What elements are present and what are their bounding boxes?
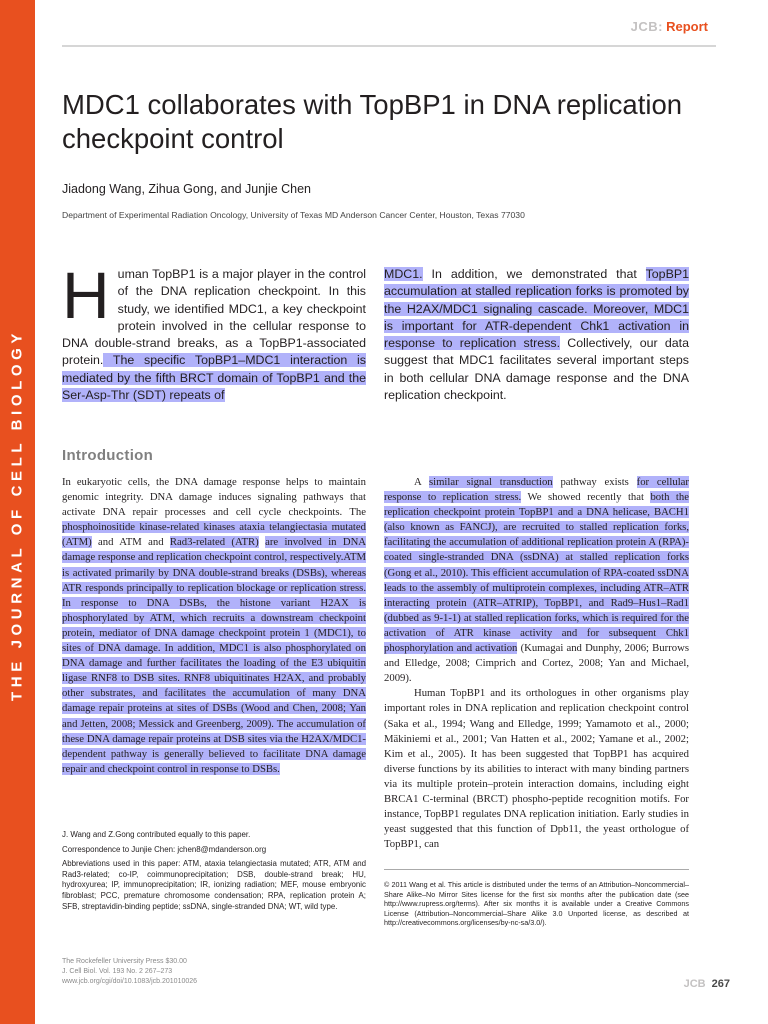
- text-highlight[interactable]: both the replication checkpoint protein TopBP1 and a DNA helicase, BACH1 (also known as FANCJ), are recruited to stalled replication forks, facilitating the accumulation of additional replication protein A (RPA)-coated single-stranded DNA (ssDNA) at stalled replication forks (Gong et al., 2010). This efficient accumulation of RPA-coated ssDNA leads to the assembly of multiprotein complexes, including ATR–ATR interacting protein (ATR–ATRIP), TopBP1, and Rad9–Hus1–Rad1 (dubbed as 9-1-1) at stalled replication forks, which is required for the activation of ATR kinase activity and for subsequent Chk1 phosphorylation and activation: [384, 491, 689, 655]
- journal-side-strip: [0, 0, 35, 1024]
- license-divider: [384, 869, 689, 870]
- abstract-text: In addition, we demonstrated that: [422, 267, 646, 281]
- body-text: A: [414, 476, 429, 488]
- author-affiliation: Department of Experimental Radiation Oncology, University of Texas MD Anderson Cancer Center, Houston, Texas 77030: [62, 210, 525, 220]
- body-paragraph: [384, 475, 689, 686]
- page-number-block: [684, 978, 730, 990]
- introduction-left-column: [62, 475, 366, 777]
- journal-section-label: [631, 19, 708, 34]
- article-authors: Jiadong Wang, Zihua Gong, and Junjie Chen: [62, 182, 312, 196]
- abstract-text: uman TopBP1 is a major player in the control of the DNA replication checkpoint. In this study, we identified MDC1, a key checkpoint protein involved in the cellular response to DNA double-strand breaks, as a TopBP1-associated protein.: [62, 267, 366, 368]
- text-highlight[interactable]: for cellular response to replication stress.: [384, 476, 689, 504]
- header-separator: :: [658, 19, 663, 34]
- abstract-left-column: [62, 258, 366, 404]
- correspondence-note: Correspondence to Junjie Chen: jchen8@mdanderson.org: [62, 844, 267, 854]
- footer-journal: JCB: [683, 978, 706, 990]
- journal-name-vertical: THE JOURNAL OF CELL BIOLOGY: [8, 329, 26, 701]
- text-highlight[interactable]: similar signal transduction: [428, 476, 553, 488]
- abstract-highlight[interactable]: The specific TopBP1–MDC1 interaction is mediated by the fifth BRCT domain of TopBP1 and the Ser-Asp-Thr (SDT) repeats of: [62, 353, 366, 403]
- header-divider: [62, 45, 716, 47]
- body-text: We showed recently that: [521, 491, 651, 504]
- body-text: In eukaryotic cells, the DNA damage response helps to maintain genomic integrity. DNA damage induces signaling pathways that activate DNA repair processes and cell cycle checkpoints. The: [62, 476, 366, 519]
- license-statement: © 2011 Wang et al. This article is distributed under the terms of an Attribution–Noncommercial–Share Alike–No Mirror Sites license for the first six months after the publication date (see http://www.rupress.org/terms). After six months it is available under a Creative Commons License (Attribution–Noncommercial–Share Alike 3.0 Unported license, as described at http://creativecommons.org/licenses/by-nc-sa/3.0/).: [384, 880, 689, 928]
- journal-abbrev: JCB: [630, 19, 659, 34]
- abstract-right-column: [384, 266, 689, 404]
- article-title: MDC1 collaborates with TopBP1 in DNA replication checkpoint control: [62, 89, 683, 154]
- doi-link[interactable]: www.jcb.org/cgi/doi/10.1083/jcb.201010026: [62, 978, 198, 985]
- publication-info: [62, 957, 197, 987]
- abstract-text: Collectively, our data suggest that MDC1 facilitates several important steps in both cellular DNA damage response and the DNA replication checkpoint.: [384, 336, 689, 403]
- abstract-highlight[interactable]: TopBP1 accumulation at stalled replication forks is promoted by the H2AX/MDC1 signaling cascade. Moreover, MDC1 is important for ATR-dependent Chk1 activation in response to replication stress.: [384, 267, 689, 351]
- page-number: 267: [711, 978, 730, 990]
- body-text: and ATM and: [91, 536, 170, 549]
- body-text: (Kumagai and Dunphy, 2006; Burrows and Elledge, 2008; Cimprich and Cortez, 2008; Yan and Michael, 2009).: [384, 642, 689, 685]
- introduction-right-column: [384, 475, 689, 852]
- introduction-heading: Introduction: [62, 447, 154, 464]
- abstract-highlight[interactable]: MDC1.: [384, 267, 423, 281]
- citation-line: J. Cell Biol. Vol. 193 No. 2 267–273: [62, 968, 173, 975]
- text-highlight[interactable]: Rad3-related (ATR): [169, 536, 259, 549]
- publisher-line: The Rockefeller University Press $30.00: [62, 958, 187, 965]
- abbreviations-note: Abbreviations used in this paper: ATM, ataxia telangiectasia mutated; ATR, ATM and Rad3-related; co-IP, coimmunoprecipitation; DSB, double-strand break; HU, hydroxyurea; IP, immunoprecipitation; IR, ionizing radiation; MEF, mouse embryonic fibroblast; PCC, premature chromosome condensation; RPA, replication protein A; SFB, streptavidin-binding peptide; ssDNA, single-stranded DNA; WT, wild type.: [62, 859, 366, 911]
- body-paragraph: Human TopBP1 and its orthologues in other organisms play important roles in DNA replication and replication checkpoint control (Saka et al., 1994; Wang and Elledge, 1999; Yamamoto et al., 2000; Mäkiniemi et al., 2001; Van Hatten et al., 2002; Yamane et al., 2002; Kim et al., 2005). It has been suggested that TopBP1 has acquired diverse functions by its abilities to interact with many binding partners via its multiple protein–protein interaction domains, including eight BRCA1 C-terminal (BRCT) phospho-peptide recognition motifs. For instance, TopBP1 regulates DNA replication initiation. Early studies in yeast suggested that this function of Dpb11, the yeast orthologue of TopBP1, can: [384, 687, 689, 851]
- text-highlight[interactable]: phosphoinositide kinase-related kinases ataxia telangiectasia mutated (ATM): [62, 521, 366, 549]
- body-paragraph: [62, 475, 366, 777]
- body-text: pathway exists: [552, 476, 637, 488]
- article-section: Report: [666, 19, 708, 34]
- drop-cap: H: [62, 258, 110, 332]
- footnotes: [62, 830, 366, 916]
- contribution-note: J. Wang and Z.Gong contributed equally to this paper.: [62, 830, 251, 839]
- text-highlight[interactable]: are involved in DNA damage response and replication checkpoint control, respectively.ATM is activated primarily by DNA double-strand breaks (DSBs), whereas ATR responds principally to replication blockage or replication stress. In response to DNA DSBs, the histone variant H2AX is phosphorylated by ATM, which recruits a downstream checkpoint protein, mediator of DNA damage checkpoint protein 1 (MDC1), to sites of DNA damage. In addition, MDC1 is also phosphorylated on DNA damage and further facilitates the loading of the E3 ubiquitin ligase RNF8 to DSB sites. RNF8 ubiquitinates H2AX, and probably other substrates, and facilitates the accumulation of many DNA damage repair proteins at sites of DSBs (Wood and Chen, 2008; Yan and Jetten, 2008; Messick and Greenberg, 2009). The accumulation of these DNA damage repair proteins at DSB sites via the H2AX/MDC1-dependent pathway is generally believed to facilitate DNA damage repair and checkpoint control in response to DSBs.: [62, 536, 367, 775]
